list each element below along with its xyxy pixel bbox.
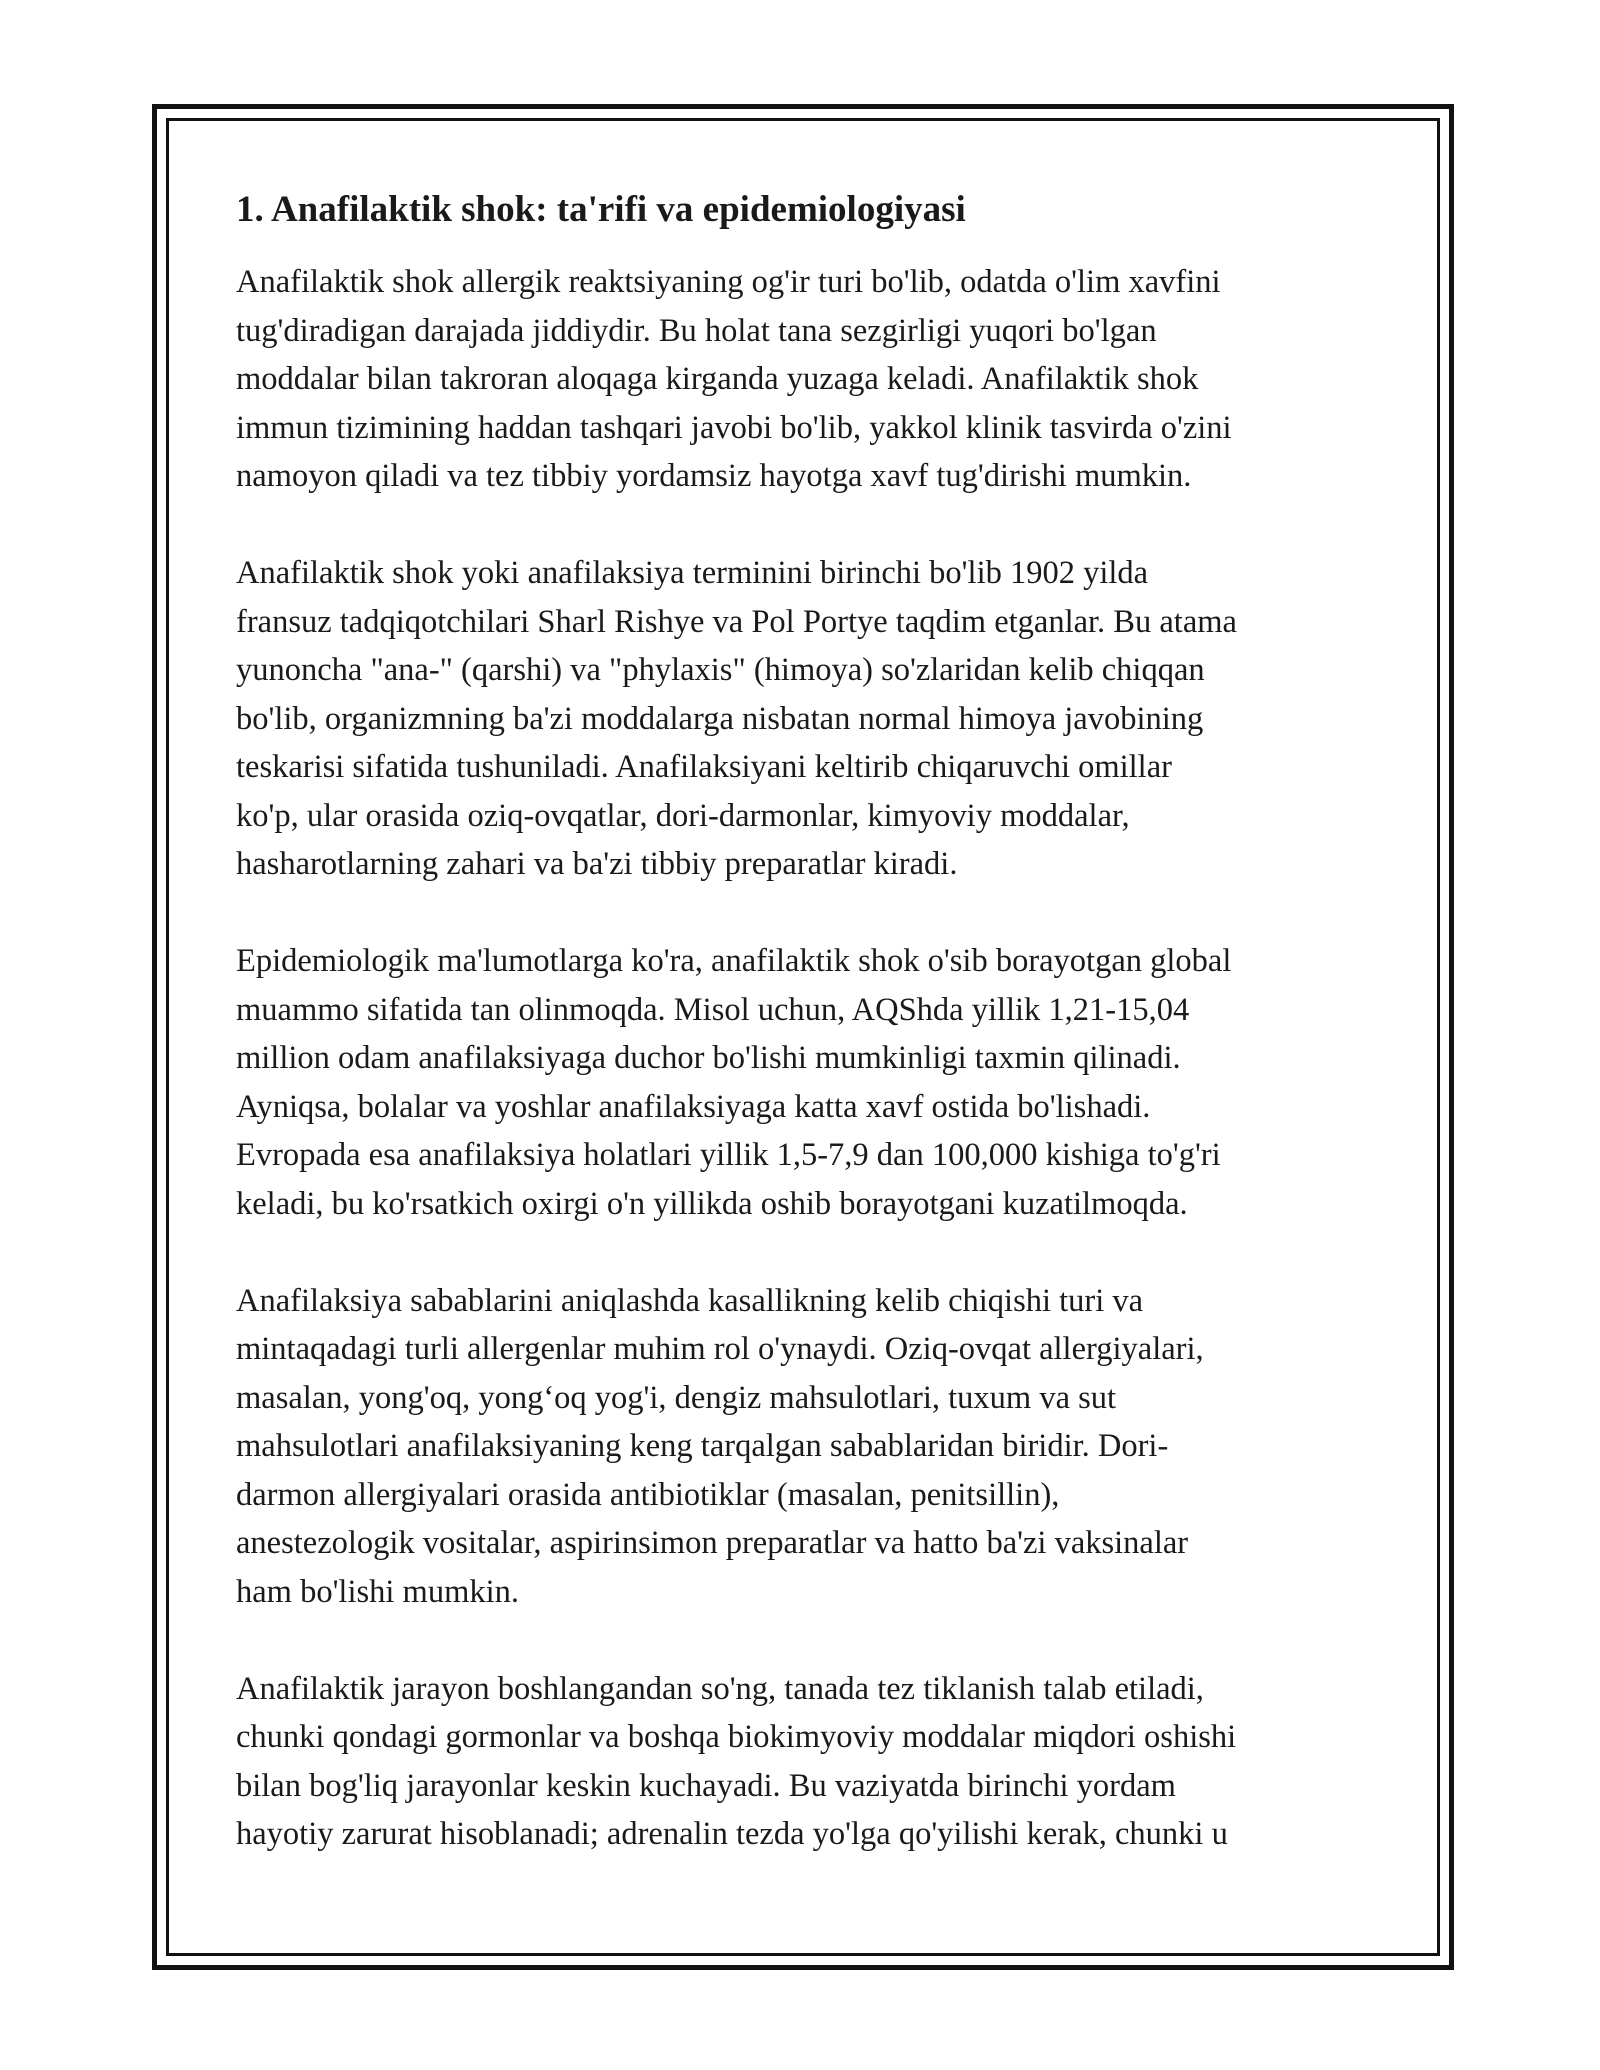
paragraph-line: million odam anafilaksiyaga duchor bo'lishi mumkinligi taxmin qilinadi. [236,1040,1181,1076]
paragraph-line: bilan bog'liq jarayonlar keskin kuchayadi. Bu vaziyatda birinchi yordam [236,1767,1176,1804]
paragraph-line: yunoncha "ana-" (qarshi) va "phylaxis" (himoya) so'zlaridan kelib chiqqan [236,652,1205,688]
paragraph-line: moddalar bilan takroran aloqaga kirganda yuzaga keladi. Anafilaktik shok [236,361,1199,397]
paragraph-line: Anafilaksiya sabablarini aniqlashda kasallikning kelib chiqishi turi va [236,1282,1144,1319]
paragraph-line: teskarisi sifatida tushuniladi. Anafilaksiyani keltirib chiqaruvchi omillar [236,749,1172,785]
document-body [236,186,1384,1907]
paragraph-line: muammo sifatida tan olinmoqda. Misol uchun, AQShda yillik 1,21-15,04 [236,991,1190,1028]
paragraph-line: masalan, yong'oq, yong‘oq yog'i, dengiz mahsulotlari, tuxum va sut [236,1379,1117,1416]
paragraph-line: mahsulotlari anafilaksiyaning keng tarqalgan sabablaridan biridir. Dori- [236,1428,1169,1464]
paragraph-line: chunki qondagi gormonlar va boshqa biokimyoviy moddalar miqdori oshishi [236,1719,1237,1755]
paragraph-line: Epidemiologik ma'lumotlarga ko'ra, anafilaktik shok o'sib borayotgan global [236,943,1232,979]
paragraph-line: hasharotlarning zahari va ba'zi tibbiy preparatlar kiradi. [236,846,958,882]
paragraph-line: Anafilaktik shok yoki anafilaksiya terminini birinchi bo'lib 1902 yilda [236,555,1149,591]
paragraph-1 [236,258,1384,501]
paragraph-line: Evropada esa anafilaksiya holatlari yillik 1,5-7,9 dan 100,000 kishiga to'g'ri [236,1137,1221,1173]
paragraph-line: tug'diradigan darajada jiddiydir. Bu holat tana sezgirligi yuqori bo'lgan [236,312,1157,349]
paragraph-line: anestezologik vositalar, aspirinsimon preparatlar va hatto ba'zi vaksinalar [236,1525,1189,1561]
paragraph-line: darmon allergiyalari orasida antibiotiklar (masalan, penitsillin), [236,1476,1060,1513]
paragraph-line: bo'lib, organizmning ba'zi moddalarga nisbatan normal himoya javobining [236,700,1204,737]
section-title: 1. Anafilaktik shok: ta'rifi va epidemiologiyasi [236,189,966,230]
paragraph-line: hayotiy zarurat hisoblanadi; adrenalin tezda yo'lga qo'yilishi kerak, chunki u [236,1816,1228,1852]
paragraph-line: Ayniqsa, bolalar va yoshlar anafilaksiyaga katta xavf ostida bo'lishadi. [236,1088,1151,1125]
paragraph-line: immun tizimining haddan tashqari javobi bo'lib, yakkol klinik tasvirda o'zini [236,409,1232,446]
paragraph-4 [236,1277,1384,1617]
paragraph-line: mintaqadagi turli allergenlar muhim rol o'ynaydi. Oziq-ovqat allergiyalari, [236,1331,1204,1367]
paragraph-line: namoyon qiladi va tez tibbiy yordamsiz hayotga xavf tug'dirishi mumkin. [236,458,1192,494]
paragraph-line: ko'p, ular orasida oziq-ovqatlar, dori-darmonlar, kimyoviy moddalar, [236,797,1130,834]
paragraph-5 [236,1665,1384,1859]
paragraph-2 [236,549,1384,889]
paragraph-line: keladi, bu ko'rsatkich oxirgi o'n yillikda oshib borayotgani kuzatilmoqda. [236,1185,1188,1222]
paragraph-line: ham bo'lishi mumkin. [236,1573,520,1610]
paragraph-line: fransuz tadqiqotchilari Sharl Rishye va Pol Portye taqdim etganlar. Bu atama [236,603,1237,640]
paragraph-3 [236,937,1384,1228]
paragraph-line: Anafilaktik jarayon boshlangandan so'ng, tanada tez tiklanish talab etiladi, [236,1670,1204,1707]
paragraph-line: Anafilaktik shok allergik reaktsiyaning og'ir turi bo'lib, odatda o'lim xavfini [236,264,1221,300]
